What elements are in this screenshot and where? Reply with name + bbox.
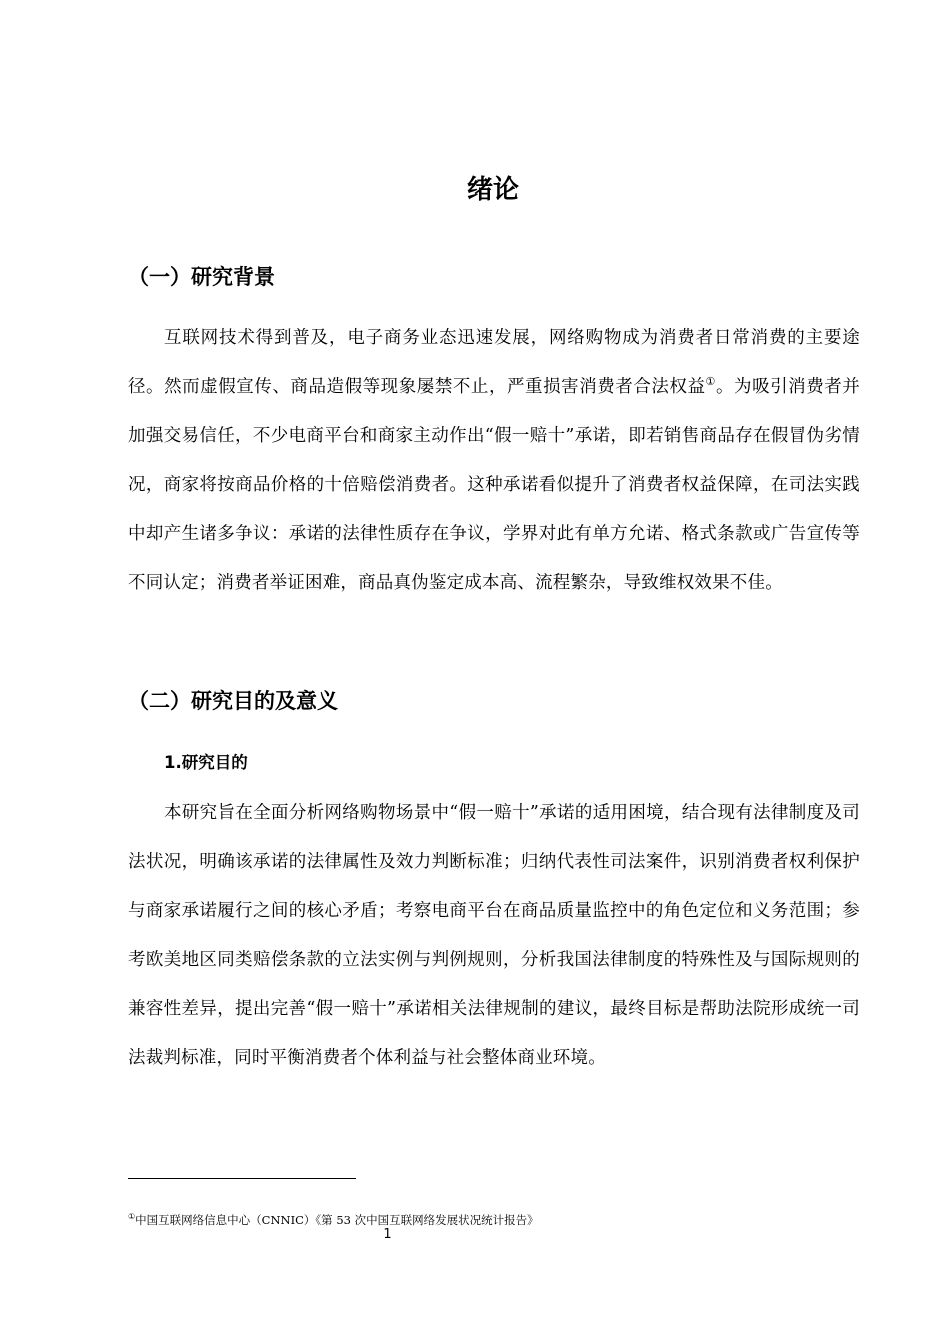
footnote-text: 中国互联网络信息中心（CNNIC）《第 53 次中国互联网络发展状况统计报告》 <box>135 1213 539 1227</box>
footnote-marker: ① <box>128 1212 136 1222</box>
paragraph-background <box>128 314 860 608</box>
paragraph-background-text-1: 互联网技术得到普及，电子商务业态迅速发展，网络购物成为消费者日常消费的主要途径。然而虚假宣传、商品造假等现象屡禁不止，严重损害消费者合法权益 <box>128 328 860 397</box>
paragraph-purpose: 本研究旨在全面分析网络购物场景中“假一赔十”承诺的适用困境，结合现有法律制度及司法状况，明确该承诺的法律属性及效力判断标准；归纳代表性司法案件，识别消费者权利保护与商家承诺履行之间的核心矛盾；考察电商平台在商品质量监控中的角色定位和义务范围；参考欧美地区同类赔偿条款的立法实例与判例规则，分析我国法律制度的特殊性及与国际规则的兼容性差异，提出完善“假一赔十”承诺相关法律规制的建议，最终目标是帮助法院形成统一司法裁判标准，同时平衡消费者个体利益与社会整体商业环境。 <box>128 803 860 1068</box>
page-title: 绪论 <box>466 175 519 205</box>
paragraph-background-text-2: 。为吸引消费者并加强交易信任，不少电商平台和商家主动作出“假一赔十”承诺，即若销售商品存在假冒伪劣情况，商家将按商品价格的十倍赔偿消费者。这种承诺看似提升了消费者权益保障，在司法实践中却产生诸多争议：承诺的法律性质存在争议，学界对此有单方允诺、格式条款或广告宣传等不同认定；消费者举证困难，商品真伪鉴定成本高、流程繁杂，导致维权效果不佳。 <box>128 377 861 593</box>
section-heading-background: （一）研究背景 <box>128 265 275 289</box>
footnote-reference[interactable]: ① <box>705 375 716 389</box>
footnote-divider <box>128 1178 356 1179</box>
subsection-heading-purpose: 1.研究目的 <box>164 753 248 772</box>
page-number: 1 <box>383 1227 392 1242</box>
section-heading-purpose-significance: （二）研究目的及意义 <box>128 689 338 713</box>
